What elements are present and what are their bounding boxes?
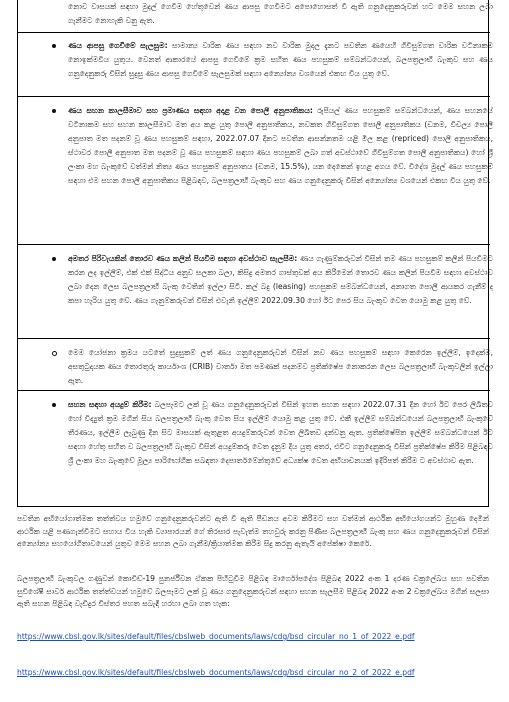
closing-paragraph: පවතින අභියෝගාත්මක තත්ත්වය හමුවේ ගනුදෙනුකරුවන්ට ඇති වී ඇති පීඩනය අවම කිරීමට සහ වත්මන් ආර්ථික අභියෝගයන්ට මුහුණ දෙමින් ආර්ථික යළි පණගැන්වීමට සහාය විය හැකි ව්‍යාපාරයන් ගේ තිරසාර පැවැත්ම තහවුරු කරනු පිණිස බලපත්‍රලාභී බැංකු සහ ණය ගනුදෙනුකරුවන් විසින් අන්‍යෝන්‍ය සහයෝගිතාවයෙන් යුතුව මෙම සහන ලබා ගැනීම/ක්‍රියාත්මක කිරීම සිදු කරනු ඇතැයි අපේක්ෂා කෙරේ. <box>17 514 489 549</box>
item-text: ණය ගැණුම්කරුවන් විසින් තම ණය පහසුකම් කලින් පියවීමට කරන ලද ඉල්ලීම්, එක් එක් සිද්ධිය අනුව සලකා බලා, කිසිදු අමතර ගාස්තුවක් අය කිරීමෙන් තොරව ණය කලින් පියවීම සඳහා අවස්ථාව ලබා දෙන ලෙස බලපත්‍රලාභී බැංකු වෙතින් ඉල්ලා සිටී. කල් බදු (leasing) පහසුකම් සම්බන්ධයෙන්, අනාගත පොලී ආයකර ගැනීම් ද කපා හැරිය යුතු වේ. ණය ගැනුම්කරුවන් විසින් එවැනි ඉල්ලීම් 2022.09.30 හෝ ඊට පෙර සිය බැංකුව වෙත යොමු කළ යුතු වේ. <box>68 254 493 305</box>
item-text: මෙම යෝජනා ක්‍රමය යටතේ සුදුසුකම් ලත් ණය ගනුදෙනුකරුවන් විසින් නව ණය පහසුකම් සඳහා කෙරෙන ඉල්ලීම්, ඉදෙක්ම, අසතුටුදායක ණය තොරතුරු කාර්යාංශ (CRIB) වාර්තා මත පමණක් පදනම්ව ප්‍රතික්ෂේප නොකරන ලෙස බලපත්‍රලාභී බැංකුවලින් ඉල්ලා ඇත. <box>68 348 493 385</box>
bullet-icon <box>52 109 56 113</box>
item-heading: ණය සහන කාලසීමාව සහ ප්‍රමාණය සඳහා අදාළ වන පොලී අනුපාතිකය: <box>68 106 313 115</box>
bullet-icon <box>52 257 56 261</box>
item-heading: අමතර පිරිවැයකින් තොරව ණය කලින් පියවීම සඳහා අවස්ථාව සැලසීම: <box>68 254 298 263</box>
box-divider <box>18 338 490 339</box>
bullet-icon <box>52 351 57 356</box>
item-text: බලපෑමට ලක් වූ ණය ගනුදෙනුකරුවන් විසින් ඉහත සහන සඳහා 2022.07.31 දින හෝ ඊට පෙර ලිඛිතව හෝ විද්‍යුත් ක්‍රම මගින් සිය බලපත්‍රලාභී බැංකු වෙත සිය ඉල්ලීම් යොමු කළ යුතු වේ. එකී ඉල්ලීම් සම්බන්ධයෙන් බලපත්‍රලාභී බැංකුවේ තීරණය, ඉල්ලීම ලැබුණු දින සිට මාසයක් ඇතුළත අයදුම්කරුවන් වෙත ලිඛිතව දන්වනු ඇත. ප්‍රතික්ෂේපිත ඉල්ලීම් සම්බන්ධයෙන් ඊට සඳහා හේතු සහිත ව බලපත්‍රලාභී බැංකුව විසින් අයදුම්කරු වෙත දැනුම් දිය යුතු අතර, එවිට ගනුදෙනුකරු විසින් ප්‍රතික්ෂේප කිරීම පිළිබඳව ශ්‍රී ලංකා මහ බැංකුවේ මූල්‍ය පාරිභෝගික සබඳතා දෙපාර්තමේන්තුවේ අධ්‍යක්ෂ වෙත අභියාචනයක් ඉදිරිපත් කිරීම ට අවස්ථාව ඇත. <box>68 400 493 465</box>
bullet-icon <box>52 44 56 48</box>
circular-2-link[interactable]: https://www.cbsl.gov.lk/sites/default/files/cbslweb_documents/laws/cdg/bsd_circular_no_2_of_2022_e.pdf <box>17 668 415 677</box>
relief-measures-box <box>17 0 493 507</box>
bullet-icon <box>52 403 56 407</box>
box-divider <box>18 244 490 245</box>
circular-reference-paragraph: බලපත්‍රලාභී බැංකුවල ගණුවන් කොවිඩ්-19 පුනර්ජීවන ඒකක පිහිටුවීම පිළිබඳ මාර්ගෝපදේශ පිළිබඳ 2022 අංක 1 දරණ චක්‍රලේඛය සහ පවතින සුවිශේෂී සාර්ව ආර්ථික තත්ත්වයන් හමුවේ බලපෑමට ලක් වූ ණය ගනුදෙනුකරුවන් සඳහා සහන සැලසීම පිළිබඳ 2022 අංක 2 චක්‍රලේඛය මගින් සලසා ඇති සහන පිළිබඳ වැඩිදුර විස්තර පහත සබැඳි හරහා ලබා ගත හැක: <box>17 574 489 609</box>
item-heading: සහන සඳහා අයදුම් කිරීම: <box>68 400 152 409</box>
item-text: රුපියල් ණය පහසුකම් සම්බන්ධයෙන්, ණය සහනයේ වටිනාකම සහ සහන කාලසීමාව මත අය කළ යුතු පොලී අනුපාතිකය, නවකත ගිවිසුම්ගත පොලී අනුපාතිකය (ඩනම, විචල්‍ය පොලී අනුපාත මත පදනම් වූ ණය පහසුකම් සඳහා, 2022.07.07 දිනට පවතින ආසන්නතම යළි මිල කළ (repriced) පොලී අනුපාතිකය, ස්ථාවර පොලී අනුපාත මත පදනම් වූ ණය පහසුකම් සඳහා ණය පහසුකම් ලබා ගත් අවස්ථාවේ ගිවිසුම්ගත පොලී අනුපාතිකය) හෝ ශ්‍රී ලංකා මහ බැංකුවේ වත්මන් නිත්‍ය ණය පහසුකම් අනුපාතය (ඩනම, 15.5%), යන දෙකෙන් ඉහළ අගය වේ. විදේශ මුදල් ණය පහසුකම් සඳහා එම සහන පොලී අනුපාතිකය පිළිබඳව, බලපත්‍රලාභී බැංකුව සහ ණය ගනුදෙනුකරු විසින් අන්‍යෝන්‍ය වශයෙන් එකඟ විය යුතු වේ. <box>68 106 493 185</box>
item-text: සාමාන්‍ය වාරික ණය සඳහා නව වාරික මුදල දැනට පවතින ණයෙහි ගිවිසුම්ගත වාරික වටිනාකම නොඉක්මවිය යුතුය. වෙනත් ආකාරයේ ආපසු ගෙවීමේ ක්‍රම සහිත ණය පහසුකම් සම්බන්ධයෙන්, බලපත්‍රලාභී බැංකුව සහ ණය ගනුදෙනුකරු විසින් සුදුසු ණය ආපසු ගෙවීමේ සැලසුමක් සඳහා අන්‍යෝන්‍ය වශයෙන් එකඟ විය යුතු වේ. <box>68 41 493 78</box>
box-divider <box>18 390 490 391</box>
circular-1-link[interactable]: https://www.cbsl.gov.lk/sites/default/files/cbslweb_documents/laws/cdg/bsd_circular_no_1_of_2022_e.pdf <box>17 632 415 641</box>
item-heading: ණය ආපසු ගෙවීමේ සැලසුම: <box>68 41 168 50</box>
box-divider <box>18 96 490 97</box>
box-divider <box>18 32 490 33</box>
continued-paragraph: නොව වාසයක් සඳහා මුදල් ගෙවීම හේතුවෙන් ණය ආපසු ගෙවීමට අපොහොසත් වී ඇති ගනුදෙනුකරුවන් හට මෙම සහන ලබා ගැනීමට නොහැකි වනු ඇත. <box>68 2 493 25</box>
